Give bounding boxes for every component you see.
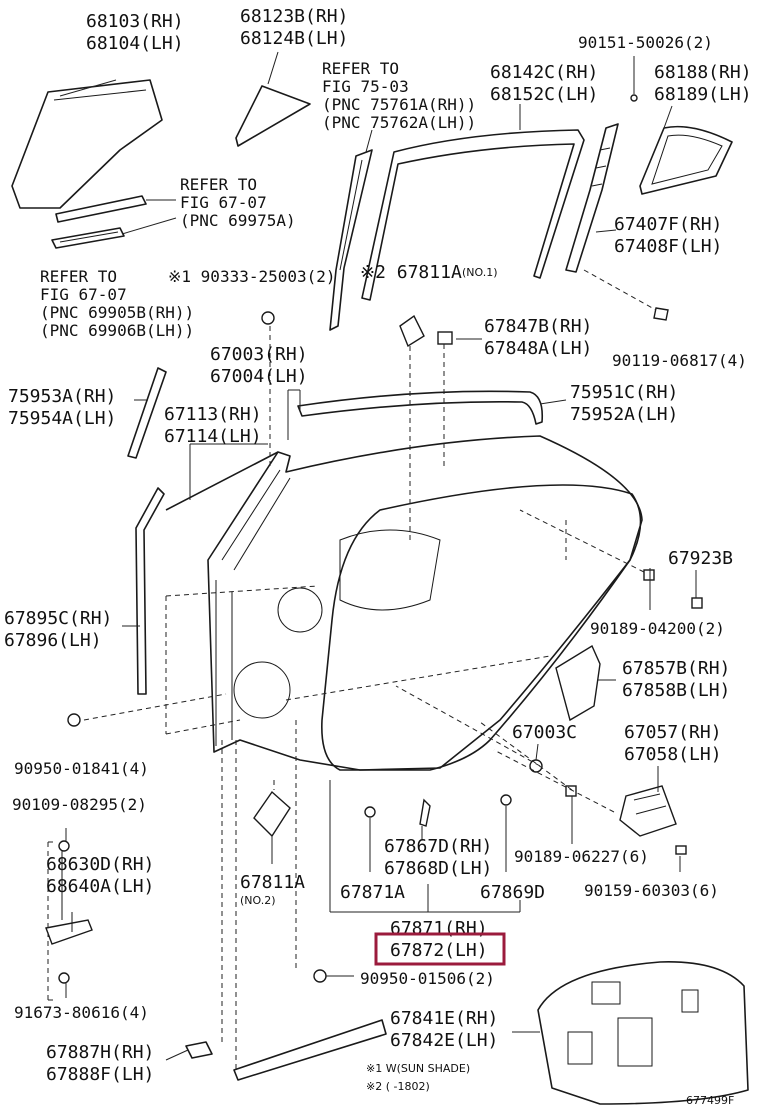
label-68640a: 68640A(LH): [46, 876, 155, 897]
label-67888f: 67888F(LH): [46, 1064, 155, 1085]
label-refer-67a-l1: REFER TO: [180, 175, 258, 194]
label-67895c: 67895C(RH): [4, 608, 113, 629]
label-91673: 91673-80616(4): [14, 1003, 149, 1022]
label-67057: 67057(RH): [624, 722, 722, 743]
label-67003c: 67003C: [512, 722, 578, 743]
label-68188: 68188(RH): [654, 62, 752, 83]
label-90333: ※1 90333-25003(2): [168, 267, 336, 286]
figure-code: 677499F: [686, 1094, 735, 1107]
label-75954a: 75954A(LH): [8, 408, 117, 429]
label-67407f: 67407F(RH): [614, 214, 723, 235]
label-90151: 90151-50026(2): [578, 33, 713, 52]
footnote-2: ※2 ( -1802): [366, 1080, 430, 1093]
label-75952a: 75952A(LH): [570, 404, 679, 425]
label-67887h: 67887H(RH): [46, 1042, 155, 1063]
weatherstrip-67895c-drawing: [136, 488, 164, 694]
grommet-90950-01506-drawing: [314, 970, 326, 982]
label-68123b: 68123B(RH): [240, 6, 349, 27]
service-hole-cover-details: [568, 982, 698, 1066]
label-67004: 67004(LH): [210, 366, 308, 387]
label-refer-67b-l4: (PNC 69906B(LH)): [40, 321, 195, 340]
label-67871: 67871(RH): [390, 918, 488, 939]
grommet-90950-01841-drawing: [68, 714, 80, 726]
label-67867d: 67867D(RH): [384, 836, 493, 857]
label-refer-75-l4: (PNC 75762A(LH)): [322, 113, 477, 132]
dashed-reference-lines: [48, 326, 644, 1070]
door-lock-drawing: [620, 786, 676, 836]
label-67896: 67896(LH): [4, 630, 102, 651]
seal-67857b-drawing: [556, 646, 600, 720]
screw-90189-04200-drawing: [644, 570, 654, 580]
seal-no2-drawing: [254, 792, 290, 836]
lower-moulding-clip-drawing: [186, 1042, 212, 1058]
clip-67871a-drawing: [365, 807, 375, 817]
label-67003: 67003(RH): [210, 344, 308, 365]
screw-67923b-drawing: [692, 598, 702, 608]
label-68152c: 68152C(LH): [490, 84, 599, 105]
label-67114: 67114(LH): [164, 426, 262, 447]
label-68189: 68189(LH): [654, 84, 752, 105]
label-68142c: 68142C(RH): [490, 62, 599, 83]
quarter-glass-drawing: [236, 86, 310, 146]
label-68104: 68104(LH): [86, 33, 184, 54]
label-refer-75-l2: FIG 75-03: [322, 77, 409, 96]
label-67058: 67058(LH): [624, 744, 722, 765]
clip-90151-drawing: [631, 56, 637, 101]
label-67842e: 67842E(LH): [390, 1030, 499, 1051]
bolt-90119-drawing: [584, 270, 668, 320]
label-90189-06227: 90189-06227(6): [514, 847, 649, 866]
footnote-1: ※1 W(SUN SHADE): [366, 1062, 471, 1075]
label-67841e: 67841E(RH): [390, 1008, 499, 1029]
label-67113: 67113(RH): [164, 404, 262, 425]
label-67868d: 67868D(LH): [384, 858, 493, 879]
label-67848a: 67848A(LH): [484, 338, 593, 359]
label-68630d: 68630D(RH): [46, 854, 155, 875]
label-68124b: 68124B(LH): [240, 28, 349, 49]
label-67858b: 67858B(LH): [622, 680, 731, 701]
label-67871a: 67871A: [340, 882, 406, 903]
hole-cover-drawing: [262, 312, 274, 324]
label-75951c: 75951C(RH): [570, 382, 679, 403]
clip-67867d-drawing: [420, 800, 430, 826]
label-68103: 68103(RH): [86, 11, 184, 32]
screw-90159-drawing: [676, 846, 686, 854]
moulding-75953a-drawing: [128, 368, 166, 458]
bolt-91673-drawing: [59, 973, 69, 983]
quarter-window-frame-drawing: [640, 127, 732, 194]
label-67869d: 67869D: [480, 882, 546, 903]
label-67872-highlighted[interactable]: 67872(LH): [390, 940, 488, 961]
label-67811a-no2-note: (NO.2): [240, 894, 276, 907]
clip-67847b-drawing: [438, 332, 452, 344]
clip-67869d-drawing: [501, 795, 511, 805]
garnish-strip-drawing: [330, 150, 372, 330]
label-67857b: 67857B(RH): [622, 658, 731, 679]
label-90189-04200: 90189-04200(2): [590, 619, 725, 638]
label-90950-01506: 90950-01506(2): [360, 969, 495, 988]
part-labels: [4, 6, 752, 1107]
seal-no1-drawing: [400, 316, 424, 346]
service-hole-cover-drawing: [538, 962, 748, 1104]
belt-molding-strips: [52, 196, 146, 248]
label-67811a-no1-note: (NO.1): [462, 266, 498, 279]
leader-lines: [60, 52, 696, 1060]
screw-90189-06227-drawing: [566, 786, 576, 796]
label-refer-67b-l2: FIG 67-07: [40, 285, 127, 304]
label-refer-67b-l3: (PNC 69905B(RH)): [40, 303, 195, 322]
outer-belt-moulding-drawing: [298, 391, 542, 424]
label-90119: 90119-06817(4): [612, 351, 747, 370]
label-67923b: 67923B: [668, 548, 734, 569]
bolt-90109-drawing: [59, 841, 69, 851]
label-refer-67b-l1: REFER TO: [40, 267, 118, 286]
label-90109: 90109-08295(2): [12, 795, 147, 814]
label-refer-67a-l3: (PNC 69975A): [180, 211, 296, 230]
label-67811a-no2: 67811A: [240, 872, 306, 893]
label-refer-67a-l2: FIG 67-07: [180, 193, 267, 212]
label-67847b: 67847B(RH): [484, 316, 593, 337]
label-90950-01841: 90950-01841(4): [14, 759, 149, 778]
label-67811a-no1: ※2 67811A: [360, 262, 462, 283]
label-refer-75-l3: (PNC 75761A(RH)): [322, 95, 477, 114]
label-67408f: 67408F(LH): [614, 236, 723, 257]
label-90159: 90159-60303(6): [584, 881, 719, 900]
door-glass-drawing: [12, 80, 162, 208]
label-75953a: 75953A(RH): [8, 386, 117, 407]
lower-moulding-drawing: [234, 1020, 386, 1080]
label-refer-75-l1: REFER TO: [322, 59, 400, 78]
